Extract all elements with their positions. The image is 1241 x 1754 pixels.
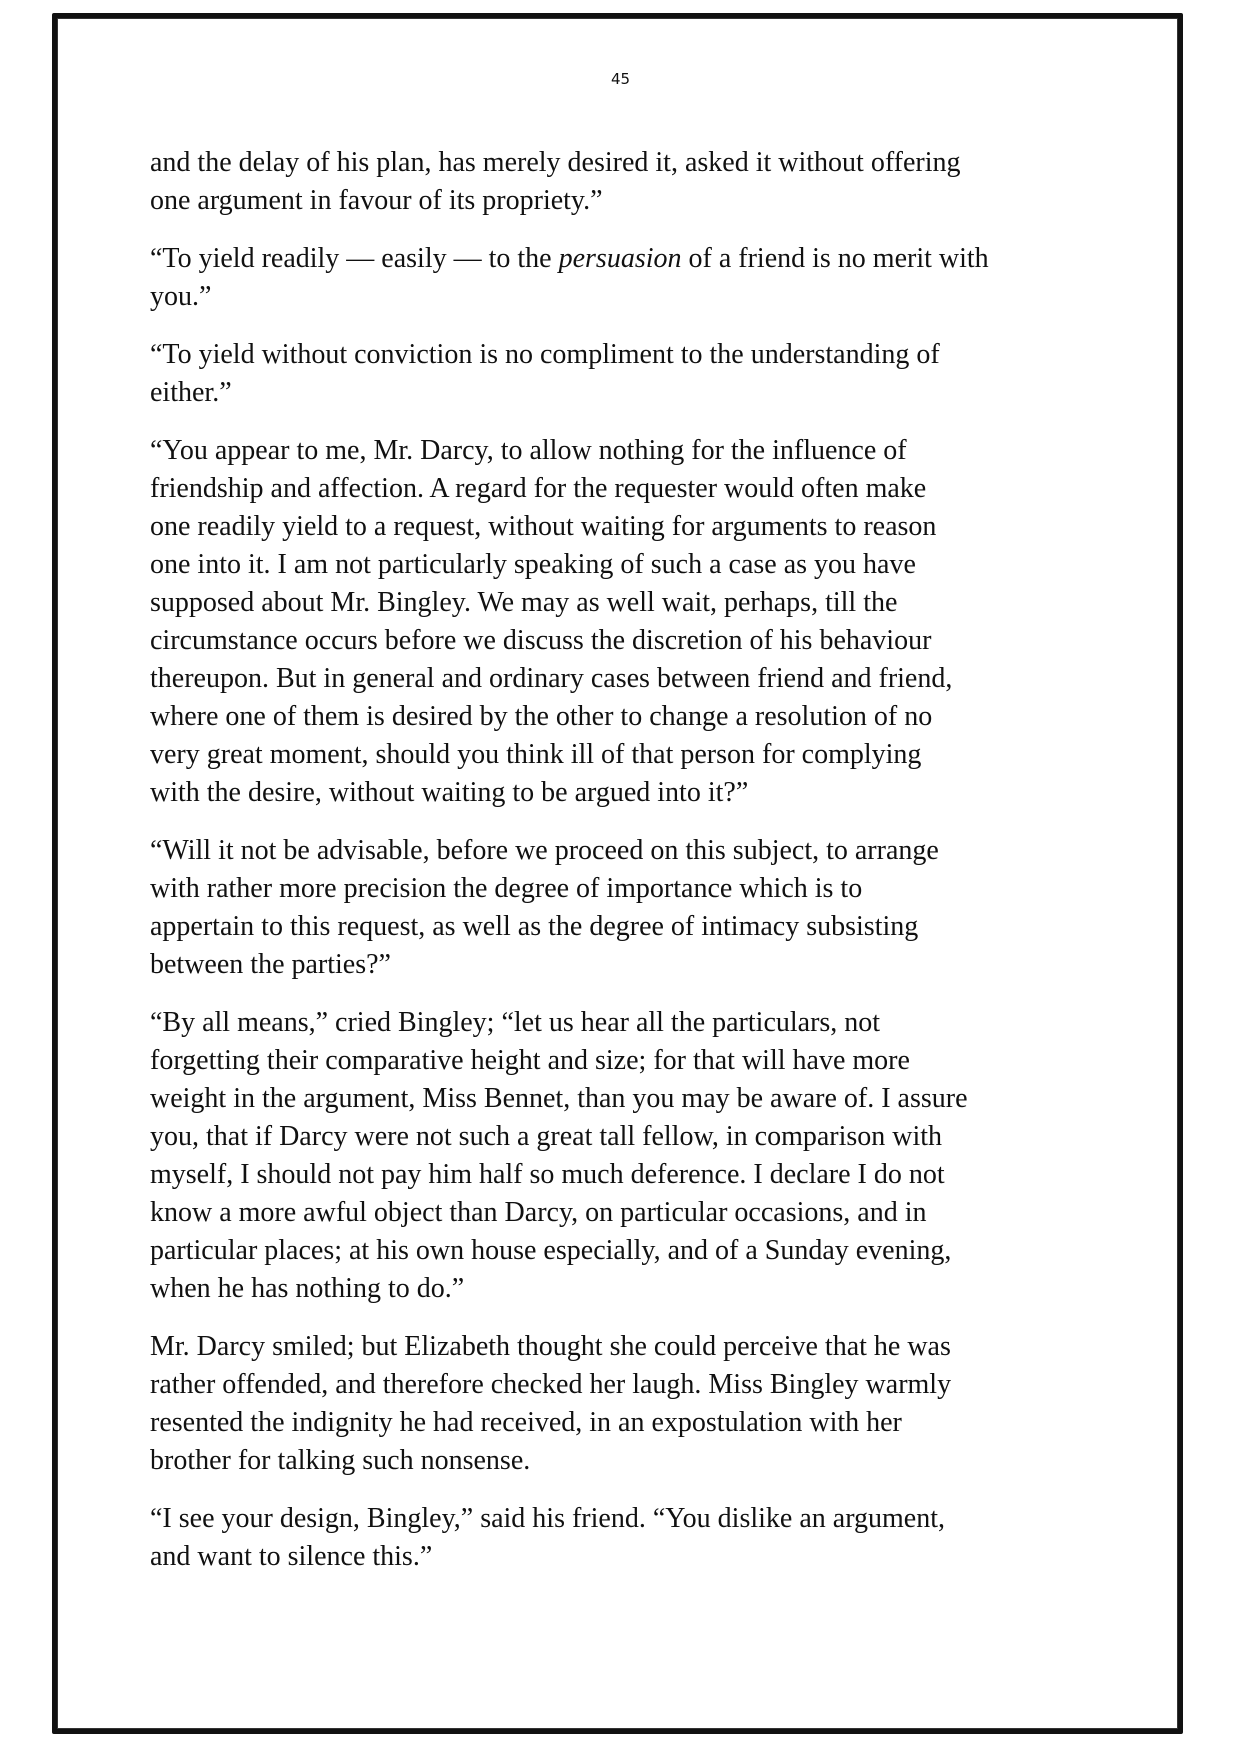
paragraph: “Will it not be advisable, before we proceed on this subject, to arrange with rather more precision the degree of importance which is to appertain to this request, as well as the degree of intimacy subsisting between the parties?” (150, 835, 939, 980)
paragraph-text: of a friend is no merit with you.” (150, 243, 989, 312)
paragraph (150, 240, 1100, 316)
paragraph: “You appear to me, Mr. Darcy, to allow nothing for the influence of friendship and affection. A regard for the requester would often make one readily yield to a request, without waiting for arguments to reason one into it. I am not particularly speaking of such a case as you have supposed about Mr. Bingley. We may as well wait, perhaps, till the circumstance occurs before we discuss the discretion of his behaviour thereupon. But in general and ordinary cases between friend and friend, where one of them is desired by the other to change a resolution of no very great moment, should you think ill of that person for complying with the desire, without waiting to be argued into it?” (150, 435, 953, 808)
paragraph: “I see your design, Bingley,” said his friend. “You dislike an argument, and want to silence this.” (150, 1503, 946, 1572)
page-number: 45 (610, 70, 631, 88)
text-body (150, 144, 1100, 1596)
paragraph-text: “To yield readily — easily — to the (150, 243, 559, 274)
paragraph: “By all means,” cried Bingley; “let us hear all the particulars, not forgetting their comparative height and size; for that will have more weight in the argument, Miss Bennet, than you may be aware of. I assure you, that if Darcy were not such a great tall fellow, in comparison with myself, I should not pay him half so much deference. I declare I do not know a more awful object than Darcy, on particular occasions, and in particular places; at his own house especially, and of a Sunday evening, when he has nothing to do.” (150, 1007, 968, 1304)
paragraph: Mr. Darcy smiled; but Elizabeth thought she could perceive that he was rather offended, and therefore checked her laugh. Miss Bingley warmly resented the indignity he had received, in an expostulation with her brother for talking such nonsense. (150, 1331, 952, 1476)
paragraph: “To yield without conviction is no compliment to the understanding of either.” (150, 339, 940, 408)
paragraph: and the delay of his plan, has merely desired it, asked it without offering one argument in favour of its propriety.” (150, 147, 961, 216)
italic-text: persuasion (558, 243, 682, 274)
